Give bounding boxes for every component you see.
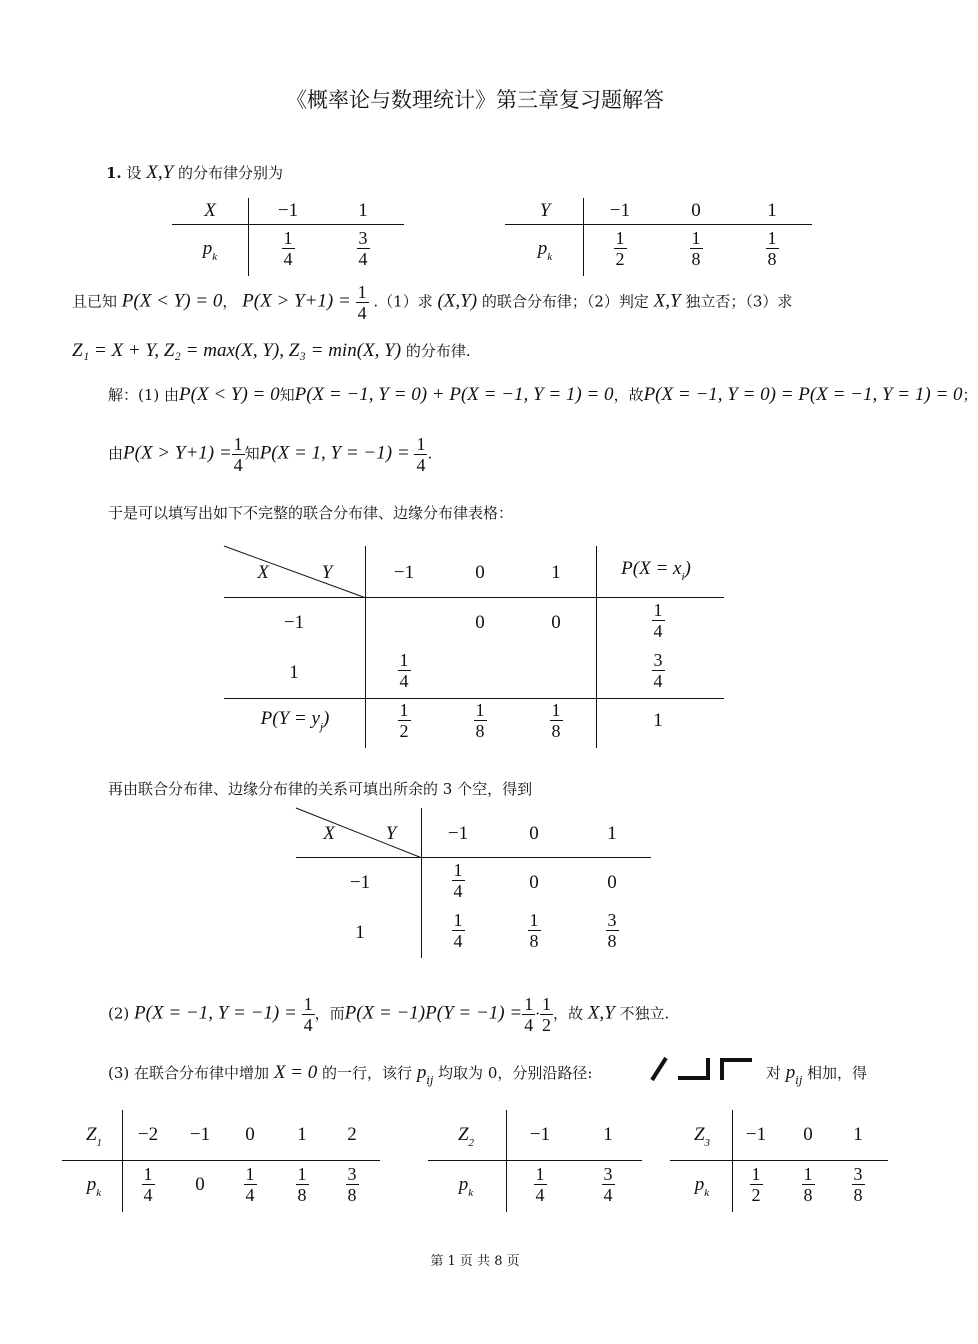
problem-intro: 1. 设 X,Y 的分布律分别为: [106, 162, 283, 183]
top-left-corner-path-icon: [718, 1056, 754, 1082]
given-line: 且已知 P(X < Y) = 0， P(X > Y+1) = $\frac{1}{4}$ .（1）求 (X,Y) 的联合分布律；（2）判定 X,Y 独立否；（3）求: [72, 282, 793, 323]
solution-line-2: 由P(X > Y+1) = $\frac{1}{4}$ 知P(X = 1, Y = −1) = $\frac{1}{4}$ .: [108, 434, 433, 475]
solution-line-4: 再由联合分布律、边缘分布律的关系可填出所余的 3 个空，得到: [108, 780, 533, 798]
solution-line-1: 解：(1) 由P(X < Y) = 0知P(X = −1, Y = 0) + P(X = −1, Y = 1) = 0，故P(X = −1, Y = 0) = P(X = −1, Y = 1) = 0；: [108, 384, 978, 405]
diagonal-path-icon: [648, 1056, 670, 1082]
page-title: 《概率论与数理统计》第三章复习题解答: [286, 88, 664, 112]
page-footer: 第 1 页 共 8 页: [430, 1254, 520, 1269]
part-3: (3) 在联合分布律中增加 X = 0 的一行，该行 $p_{ij}$ 均取为 0，分别沿路径:: [108, 1062, 593, 1087]
part-3-tail: 对 $p_{ij}$ 相加，得: [766, 1062, 868, 1087]
z-definition: Z₁ = X + Y, Z₂ = max(X, Y), Z₃ = min(X, Y) 的分布律.: [72, 340, 471, 361]
solution-line-3: 于是可以填写出如下不完整的联合分布律、边缘分布律表格：: [108, 504, 514, 522]
problem-number: 1.: [106, 164, 122, 182]
part-2: (2) P(X = −1, Y = −1) = $\frac{1}{4}$ ，而P(X = −1)P(Y = −1) = $\frac{1}{4}$ · $\frac{1}{2}$ ，故 X,Y 不独立.: [108, 994, 670, 1035]
bottom-right-corner-path-icon: [676, 1056, 712, 1082]
diagonal-divider: [224, 546, 366, 598]
